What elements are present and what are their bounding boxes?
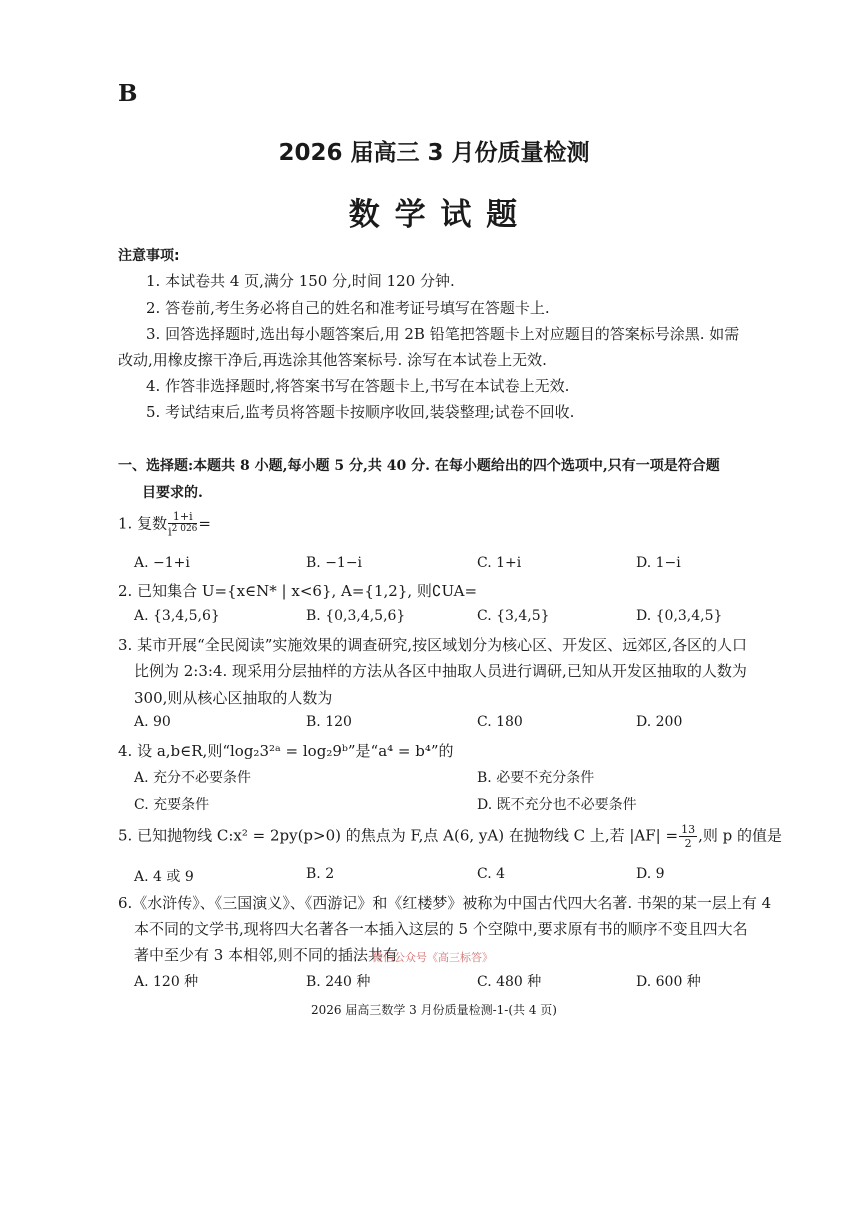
- exam-title: 2026 届高三 3 月份质量检测: [278, 140, 590, 166]
- subject-title: 数 学 试 题: [348, 197, 520, 233]
- section-heading: 一、选择题:本题共 8 小题,每小题 5 分,共 40 分. 在每小题给出的四个选项中,只有一项是符合题: [118, 458, 720, 474]
- q4-option-a: A. 充分不必要条件: [134, 770, 252, 786]
- q5-stem-pre: 5. 已知抛物线 C:x² = 2py(p>0) 的焦点为 F,点 A(6, yA) 在抛物线 C 上,若 |AF| =: [118, 826, 679, 845]
- q2-option-b: B. {0,3,4,5,6}: [306, 608, 406, 624]
- q4-option-b: B. 必要不充分条件: [477, 770, 595, 786]
- q1-option-a: A. −1+i: [134, 555, 190, 571]
- q6-option-a: A. 120 种: [134, 974, 199, 990]
- question-5: [118, 824, 782, 849]
- notice-item-4: 4. 作答非选择题时,将答案书写在答题卡上,书写在本试卷上无效.: [146, 377, 570, 395]
- version-mark: B: [118, 80, 138, 107]
- q1-num: 1+i: [168, 511, 197, 524]
- question-3-line-2: 比例为 2:3:4. 现采用分层抽样的方法从各区中抽取人员进行调研,已知从开发区抽取的人数为: [134, 662, 747, 680]
- question-6-line-2: 本不同的文学书,现将四大名著各一本插入这层的 5 个空隙中,要求原有书的顺序不变且四大名: [134, 920, 748, 938]
- q1-option-c: C. 1+i: [477, 555, 522, 571]
- question-2: 2. 已知集合 U={x∈N* | x<6}, A={1,2}, 则∁UA=: [118, 582, 478, 600]
- question-4: 4. 设 a,b∈R,则“log₂3²ᵃ = log₂9ᵇ”是“a⁴ = b⁴”的: [118, 742, 454, 760]
- q5-stem-post: ,则 p 的值是: [698, 826, 782, 845]
- question-1: [118, 511, 211, 538]
- q1-prefix: 1. 复数: [118, 514, 168, 533]
- q2-option-d: D. {0,3,4,5}: [636, 608, 723, 624]
- q1-suffix: =: [198, 514, 211, 533]
- q5-frac-den: 2: [684, 837, 692, 850]
- watermark: 微信公众号《高三标答》: [372, 951, 493, 964]
- q5-option-b: B. 2: [306, 866, 335, 882]
- question-3-line-1: 3. 某市开展“全民阅读”实施效果的调查研究,按区域划分为核心区、开发区、远郊区,各区的人口: [118, 636, 747, 654]
- q2-option-c: C. {3,4,5}: [477, 608, 550, 624]
- q4-option-d: D. 既不充分也不必要条件: [477, 797, 637, 813]
- q1-option-b: B. −1−i: [306, 555, 363, 571]
- q3-option-a: A. 90: [134, 714, 171, 730]
- question-6-line-3: 著中至少有 3 本相邻,则不同的插法共有: [134, 946, 398, 964]
- q1-fraction: [168, 511, 197, 538]
- q1-den-exp: 2 026: [171, 524, 198, 534]
- question-3-line-3: 300,则从核心区抽取的人数为: [134, 689, 333, 707]
- page-footer: 2026 届高三数学 3 月份质量检测-1-(共 4 页): [311, 1003, 557, 1017]
- q6-option-d: D. 600 种: [636, 974, 701, 990]
- notice-heading: 注意事项:: [118, 248, 180, 264]
- notice-item-3-cont: 改动,用橡皮擦干净后,再选涂其他答案标号. 涂写在本试卷上无效.: [118, 351, 547, 369]
- q3-option-d: D. 200: [636, 714, 683, 730]
- q5-option-a: A. 4 或 9: [134, 869, 194, 885]
- section-heading-cont: 目要求的.: [142, 485, 203, 501]
- notice-item-1: 1. 本试卷共 4 页,满分 150 分,时间 120 分钟.: [146, 272, 455, 290]
- q1-option-d: D. 1−i: [636, 555, 681, 571]
- notice-item-2: 2. 答卷前,考生务必将自己的姓名和准考证号填写在答题卡上.: [146, 299, 550, 317]
- q5-frac-num: 13: [681, 823, 696, 836]
- question-6-line-1: 6.《水浒传》、《三国演义》、《西游记》和《红楼梦》被称为中国古代四大名著. 书架的某一层上有 4: [118, 894, 772, 912]
- q6-option-b: B. 240 种: [306, 974, 371, 990]
- q1-den: i: [168, 525, 172, 539]
- q5-fraction: [679, 824, 697, 849]
- q2-option-a: A. {3,4,5,6}: [134, 608, 220, 624]
- q4-option-c: C. 充要条件: [134, 797, 210, 813]
- notice-item-3: 3. 回答选择题时,选出每小题答案后,用 2B 铅笔把答题卡上对应题目的答案标号涂黑. 如需: [146, 325, 740, 343]
- q6-option-c: C. 480 种: [477, 974, 542, 990]
- notice-item-5: 5. 考试结束后,监考员将答题卡按顺序收回,装袋整理;试卷不回收.: [146, 403, 575, 421]
- q3-option-c: C. 180: [477, 714, 523, 730]
- q5-option-d: D. 9: [636, 866, 665, 882]
- q5-option-c: C. 4: [477, 866, 506, 882]
- q3-option-b: B. 120: [306, 714, 352, 730]
